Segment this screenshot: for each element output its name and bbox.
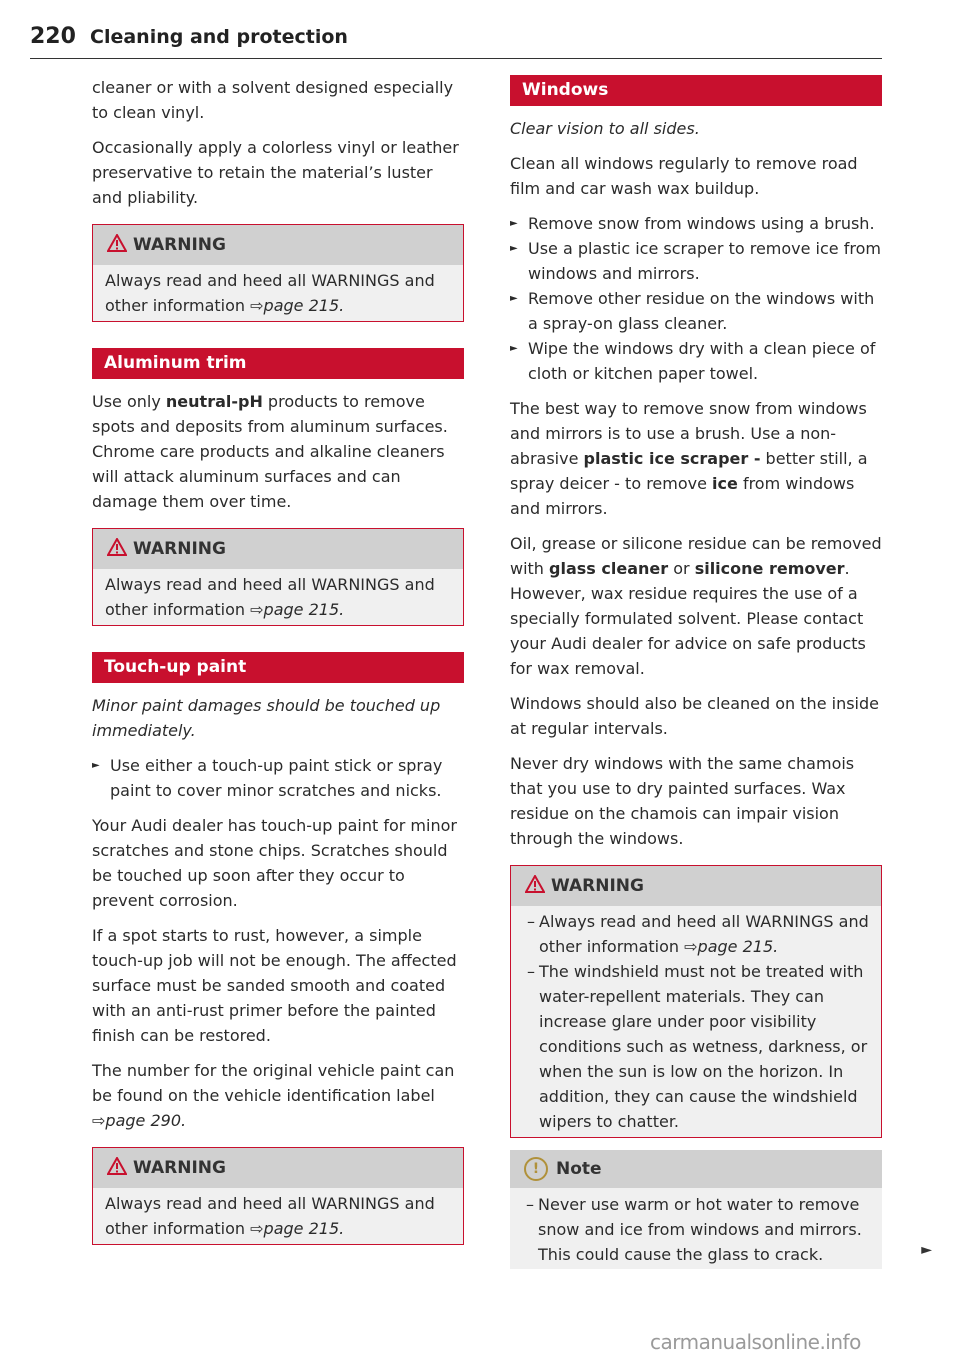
- warning-body: [511, 906, 881, 1137]
- warning-header: [93, 529, 463, 569]
- warning-title: WARNING: [133, 539, 226, 559]
- page-reference-link[interactable]: page 215.: [263, 296, 345, 315]
- warning-box: [92, 224, 464, 322]
- warning-item: [511, 909, 869, 959]
- text: Oil, grease or silicone residue can be removed with: [510, 534, 882, 578]
- paragraph: [510, 396, 882, 521]
- warning-text: Always read and heed all WARNINGS and other information: [105, 575, 435, 619]
- text: . However, wax residue requires the use of a specially formulated solvent. Please contact your Audi dealer for advice on safe products for wax removal.: [510, 559, 866, 678]
- section-title: Cleaning and protection: [90, 26, 348, 48]
- text: Use only: [92, 392, 166, 411]
- page-number: 220: [30, 24, 76, 49]
- page-header: [30, 22, 882, 59]
- warning-triangle-icon: [107, 538, 127, 556]
- page-reference-link[interactable]: page 215.: [263, 1219, 345, 1238]
- note-header: [510, 1150, 882, 1188]
- text: or: [668, 559, 695, 578]
- paragraph: Occasionally apply a colorless vinyl or leather preservative to retain the material’s luster and pliability.: [92, 138, 459, 207]
- warning-header: [511, 866, 881, 906]
- bullet-item: ► Use a plastic ice scraper to remove ice from windows and mirrors.: [510, 236, 882, 286]
- bold-text: plastic ice scraper -: [583, 449, 761, 468]
- warning-title: WARNING: [133, 235, 226, 255]
- text: The number for the original vehicle paint can be found on the vehicle identification label: [92, 1061, 455, 1105]
- paragraph: Your Audi dealer has touch-up paint for minor scratches and stone chips. Scratches should be touched up soon after they occur to prevent corrosion.: [92, 816, 457, 910]
- arrow-icon: ⇨: [250, 296, 264, 315]
- exclamation-circle-icon: !: [524, 1157, 548, 1181]
- watermark: carmanualsonline.info: [650, 1330, 861, 1354]
- bullet-item: ► Remove snow from windows using a brush.: [510, 211, 882, 236]
- text: from windows and mirrors.: [510, 474, 855, 518]
- bullet-item: ► Remove other residue on the windows with a spray-on glass cleaner.: [510, 286, 882, 336]
- warning-title: WARNING: [133, 1158, 226, 1178]
- heading-touch-up-paint: Touch-up paint: [92, 652, 464, 683]
- continue-arrow-icon: ►: [921, 1242, 932, 1258]
- warning-triangle-icon: [107, 1157, 127, 1175]
- bullet-item: ► Wipe the windows dry with a clean piece of cloth or kitchen paper towel.: [510, 336, 882, 386]
- heading-windows: Windows: [510, 75, 882, 106]
- text: products to remove spots and deposits from aluminum surfaces. Chrome care products and alkaline cleaners will attack aluminum surfaces and can damage them over time.: [92, 392, 448, 511]
- note-title: Note: [556, 1159, 602, 1179]
- warning-item: – The windshield must not be treated with water-repellent materials. They can increase glare under poor visibility conditions such as wetness, darkness, or when the sun is low on the horizon. In addition, they can cause the windshield wipers to chatter.: [511, 959, 869, 1134]
- left-column: [92, 75, 464, 1257]
- warning-header: [93, 225, 463, 265]
- warning-body: [93, 265, 463, 321]
- paragraph: If a spot starts to rust, however, a simple touch-up job will not be enough. The affected surface must be sanded smooth and coated with an anti-rust primer before the painted finish can be restored.: [92, 926, 457, 1045]
- text: The best way to remove snow from windows and mirrors is to use a brush. Use a non-abrasive: [510, 399, 867, 468]
- warning-title: WARNING: [551, 876, 644, 896]
- bullet-list: [92, 753, 464, 803]
- warning-box: [92, 1147, 464, 1245]
- bold-text: neutral-pH: [165, 392, 263, 411]
- page-reference-link[interactable]: page 215.: [263, 600, 345, 619]
- page-reference-link[interactable]: page 290.: [105, 1111, 187, 1130]
- paragraph: Windows should also be cleaned on the inside at regular intervals.: [510, 694, 879, 738]
- right-column: [510, 75, 932, 1279]
- text: better still, a spray deicer - to remove: [510, 449, 868, 493]
- arrow-icon: ⇨: [92, 1111, 106, 1130]
- note-box: [510, 1150, 932, 1269]
- paragraph: [92, 1058, 464, 1133]
- warning-header: [93, 1148, 463, 1188]
- warning-triangle-icon: [107, 234, 127, 252]
- bold-text: ice: [712, 474, 738, 493]
- warning-text: Always read and heed all WARNINGS and other information: [105, 1194, 435, 1238]
- warning-box: [510, 865, 882, 1138]
- paragraph: [510, 531, 882, 681]
- paragraph: Clean all windows regularly to remove road film and car wash wax buildup.: [510, 154, 858, 198]
- warning-box: [92, 528, 464, 626]
- paragraph: cleaner or with a solvent designed especially to clean vinyl.: [92, 78, 454, 122]
- arrow-icon: ⇨: [684, 937, 698, 956]
- arrow-icon: ⇨: [250, 1219, 264, 1238]
- bold-text: silicone remover: [694, 559, 845, 578]
- warning-text: Always read and heed all WARNINGS and other information: [105, 271, 435, 315]
- paragraph: [92, 389, 464, 514]
- paragraph: Never dry windows with the same chamois that you use to dry painted surfaces. Wax residue on the chamois can impair vision through the windows.: [510, 754, 855, 848]
- text: Always read and heed all WARNINGS and other information: [539, 912, 869, 956]
- warning-triangle-icon: [525, 875, 545, 893]
- page-reference-link[interactable]: page 215.: [697, 937, 779, 956]
- note-item: – Never use warm or hot water to remove snow and ice from windows and mirrors. This could cause the glass to crack.: [510, 1192, 882, 1267]
- bullet-item: ► Use either a touch-up paint stick or spray paint to cover minor scratches and nicks.: [92, 753, 464, 803]
- heading-aluminum-trim: Aluminum trim: [92, 348, 464, 379]
- section-subtitle: Minor paint damages should be touched up immediately.: [92, 696, 441, 740]
- warning-body: [93, 1188, 463, 1244]
- note-body: [510, 1188, 932, 1269]
- bullet-list: [510, 211, 882, 386]
- warning-body: [93, 569, 463, 625]
- arrow-icon: ⇨: [250, 600, 264, 619]
- bold-text: glass cleaner: [549, 559, 669, 578]
- section-subtitle: Clear vision to all sides.: [510, 119, 700, 138]
